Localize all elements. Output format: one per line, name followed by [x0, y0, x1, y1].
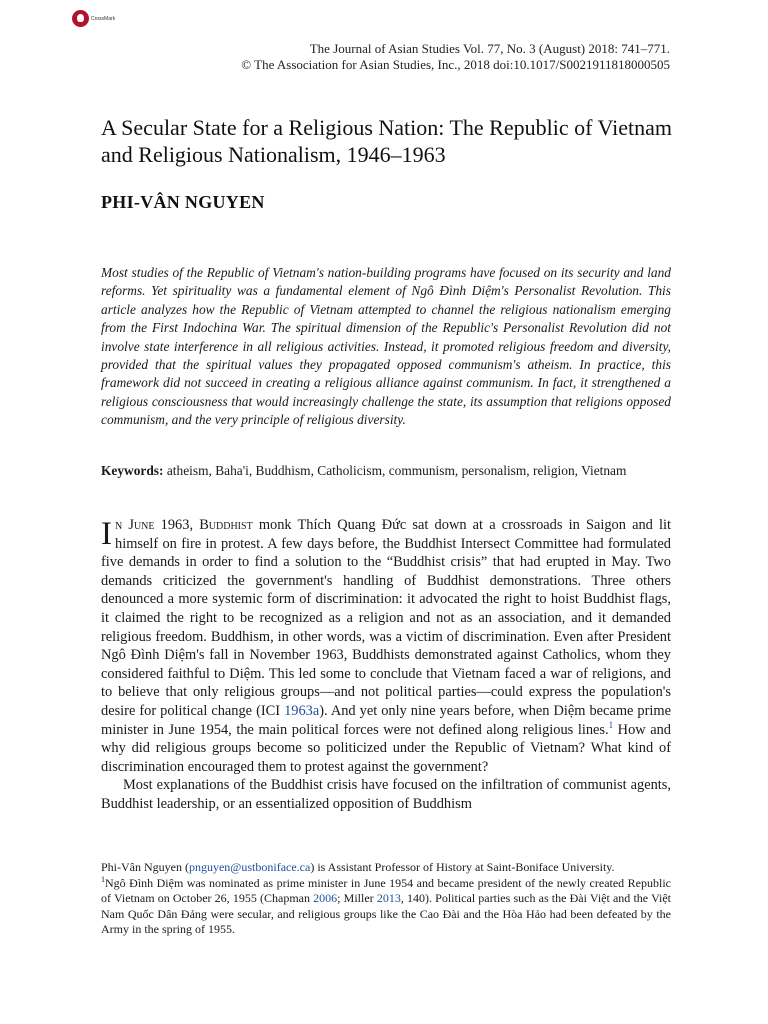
- crossmark-badge[interactable]: [72, 10, 115, 27]
- keywords-label: Keywords:: [101, 463, 164, 478]
- author-email-link[interactable]: pnguyen@ustboniface.ca: [188, 860, 311, 874]
- journal-citation: The Journal of Asian Studies Vol. 77, No. 3 (August) 2018: 741–771.: [309, 41, 670, 56]
- footnote-text: Ngô Đình Diệm was nominated as prime minister in June 1954 and became president of the newly created Republic of Vietnam on October 26, 1955 (Chapman: [101, 875, 671, 906]
- paragraph-text: ). And yet only nine years before, when Diệm became prime minister in June 1954, the main political forces were not defined along religious lines.: [101, 702, 671, 738]
- crossmark-label: CrossMark: [91, 15, 116, 22]
- footnote-1: [101, 876, 671, 938]
- lead-in-smallcaps: n June: [115, 517, 155, 533]
- citation-link[interactable]: 2013: [376, 891, 401, 906]
- affiliation-text: Phi-Vân Nguyen (: [101, 860, 189, 874]
- lead-in-smallcaps-2: Buddhist: [199, 517, 253, 533]
- abstract: Most studies of the Republic of Vietnam's nation-building programs have focused on its security and land reforms. Yet spirituality was a fundamental element of Ngô Đình Diệm's Personalist Revolution. This article analyzes how the Republic of Vietnam attempted to channel the religious nationalism emerging from the First Indochina War. The spiritual dimension of the Republic's Personalist Revolution did not involve state interference in all religious activities. Instead, it promoted religious freedom and diversity, provided that the spiritual values they propagated opposed communism's atheism. In practice, this framework did not succeed in creating a religious alliance against communism. In fact, it strengthened a religious consciousness that would increasingly challenge the state, its assumption that religions opposed communism, and the very principle of religious diversity.: [101, 265, 671, 428]
- citation-link[interactable]: 1963a: [284, 702, 320, 719]
- body-paragraph-2: Most explanations of the Buddhist crisis have focused on the infiltration of communist agents, Buddhist leadership, or an essentialized opposition of Buddhism: [101, 777, 671, 812]
- paragraph-text: How and why did religious groups become so politicized under the Republic of Vietnam? What kind of discrimination encouraged them to protest against the government?: [101, 721, 671, 775]
- article-title: A Secular State for a Religious Nation: The Republic of Vietnam and Religious Nationalism, 1946–1963: [101, 115, 672, 167]
- footnote-text: , 140). Political parties such as the Đài Việt and the Việt Nam Quốc Dân Đảng were secular, and religious groups like the Cao Đài and the Hòa Hảo had been defeated by the Army in the spring of 1955.: [101, 891, 672, 937]
- affiliation-text: ) is Assistant Professor of History at Saint-Boniface University.: [310, 860, 615, 874]
- copyright-doi: © The Association for Asian Studies, Inc., 2018 doi:10.1017/S0021911818000505: [241, 57, 670, 72]
- journal-header: [241, 41, 670, 73]
- author-affiliation: [101, 860, 671, 876]
- keywords-list: atheism, Baha'i, Buddhism, Catholicism, communism, personalism, religion, Vietnam: [166, 463, 627, 478]
- footnote-text: ; Miller: [337, 891, 377, 906]
- author-name: PHI-VÂN NGUYEN: [101, 192, 265, 212]
- lead-in-text: 1963,: [154, 517, 200, 533]
- body-paragraph-1: [101, 516, 671, 776]
- citation-link[interactable]: 2006: [313, 891, 338, 906]
- crossmark-icon: [72, 10, 89, 27]
- keywords: [101, 462, 671, 480]
- drop-cap: I: [101, 516, 112, 552]
- footnotes: [101, 860, 671, 938]
- paragraph-text: monk Thích Quang Đức sat down at a crossroads in Saigon and lit himself on fire in protest. A few days before, the Buddhist Intersect Committee had formulated five demands in order to find a solution to the “Buddhist crisis” that had erupted in May. Two demands criticized the government's handling of Buddhist demonstrations. Three others denounced a more systemic form of discrimination: it advocated the right to hoist Buddhist flags, it claimed the right to be recognized as a religion and not as an association, and it demanded religious freedom. Buddhism, in other words, was a victim of discrimination. Even after President Ngô Đình Diệm's fall in November 1963, Buddhists demonstrated against Catholics, whom they considered faithful to Diệm. This led some to conclude that Vietnam faced a war of religions, and to believe that only religious groups—and not political parties—could express the population's desire for political change (ICI: [101, 517, 671, 719]
- article-body: [101, 516, 671, 814]
- footnote-link[interactable]: 1: [608, 719, 614, 730]
- footnote-number: 1: [101, 874, 105, 884]
